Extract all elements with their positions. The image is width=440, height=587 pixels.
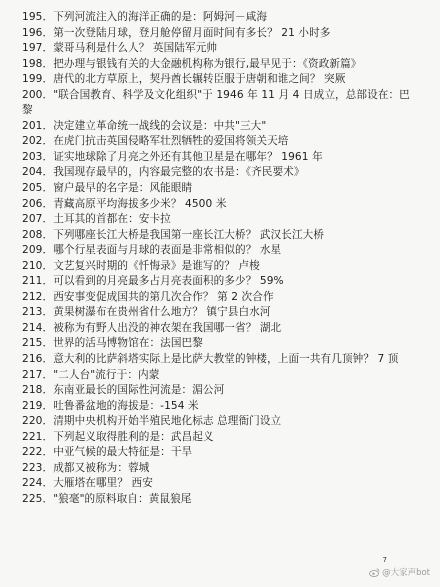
question-item: 220．清期中央机构开始半殖民地化标志 总理衙门设立	[22, 415, 282, 428]
question-item: 201．决定建立革命统一战线的会议是：中共"三大"	[22, 119, 267, 132]
question-item: 197．蒙哥马利是什么人？ 英国陆军元帅	[22, 42, 218, 55]
question-item: 221．下列起义取得胜利的是：武昌起义	[22, 430, 214, 443]
question-item: 216．意大利的比萨斜塔实际上是比萨大教堂的钟楼，上面一共有几顶钟？ 7 顶	[22, 353, 399, 366]
question-item: 207．土耳其的首都在：安卡拉	[22, 213, 171, 226]
question-item: 196．第一次登陆月球，登月舱停留月面时间有多长？ 21 小时多	[22, 26, 331, 39]
question-item: 209．哪个行星表面与月球的表面是非常相似的？ 水星	[22, 244, 282, 257]
question-item: 211．可以看到的月亮最多占月亮表面积的多少？ 59%	[22, 275, 284, 288]
weibo-icon	[369, 568, 380, 577]
page-number: 7	[382, 556, 387, 564]
watermark-text: @大家声bot	[382, 568, 430, 578]
question-item: 219．吐鲁番盆地的海拔是：-154 米	[22, 399, 199, 412]
question-item: 210．文艺复兴时期的《忏悔录》是谁写的？ 卢梭	[22, 259, 260, 272]
watermark	[369, 566, 430, 578]
question-item: 204．我国现存最早的，内容最完整的农书是：《齐民要术》	[22, 166, 305, 179]
question-list	[22, 10, 417, 508]
question-item: 222．中亚气候的最大特征是：干旱	[22, 446, 193, 459]
question-item: 195．下列河流注入的海洋正确的是：阿姆河－咸海	[22, 11, 268, 23]
question-item: 205．窗户最早的名字是：风能眼睛	[22, 182, 193, 195]
question-item: 214．被称为有野人出没的神农架在我国哪一省？ 湖北	[22, 321, 282, 334]
question-item: 223．成都又被称为：蓉城	[22, 461, 150, 474]
question-item: 215．世界的活马博物馆在：法国巴黎	[22, 337, 203, 350]
question-item: 213．黄果树瀑布在贵州省什么地方？ 镇宁县白水河	[22, 306, 271, 319]
question-item: 217．"二人台"流行于：内蒙	[22, 368, 160, 381]
question-item: 218．东南亚最长的国际性河流是：湄公河	[22, 384, 225, 397]
question-item: 224．大雁塔在哪里？ 西安	[22, 477, 153, 490]
question-item: 200．"联合国教育、科学及文化组织"于 1946 年 11 月 4 日成立，总部设在：巴黎	[22, 88, 410, 117]
question-item: 203．证实地球除了月亮之外还有其他卫星是在哪年？ 1961 年	[22, 150, 323, 163]
question-item: 198．把办理与银钱有关的大金融机构称为银行,最早见于：《资政新篇》	[22, 57, 362, 70]
question-item: 208．下列哪座长江大桥是我国第一座长江大桥？ 武汉长江大桥	[22, 228, 325, 241]
question-item: 202．在虎门抗击英国侵略军壮烈牺牲的爱国将领关天培	[22, 135, 289, 148]
question-item: 212．西安事变促成国共的第几次合作？ 第 2 次合作	[22, 290, 274, 303]
question-item: 199．唐代的北方草原上，契丹酋长辗转臣服于唐朝和谁之间？ 突厥	[22, 73, 346, 86]
question-item: 206．青藏高原平均海拔多少米？ 4500 米	[22, 197, 227, 210]
question-item: 225．"狼毫"的原料取自：黄鼠狼尾	[22, 492, 192, 505]
